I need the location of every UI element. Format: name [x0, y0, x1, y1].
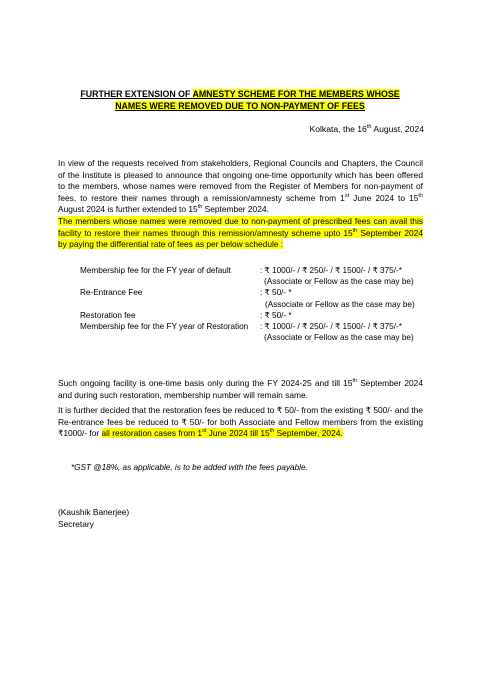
fee-label-default: Membership fee for the FY year of default [80, 266, 231, 275]
dateline-sup: th [366, 124, 372, 131]
para4-hl-a: all restoration cases from 1 [101, 428, 203, 439]
title-highlight-line2: NAMES WERE REMOVED DUE TO NON-PAYMENT OF FEES [115, 101, 365, 112]
para3-text-a: Such ongoing facility is one-time basis only during the FY 2024-25 and till 15 [58, 378, 353, 388]
dateline [310, 124, 425, 136]
para1-sup1: st [344, 192, 350, 199]
fee-row-default [80, 265, 430, 276]
title-highlight-line1: AMNESTY SCHEME FOR THE MEMBERS WHOSE [192, 89, 400, 99]
para1-text-b: June 2024 to 15 [349, 192, 419, 203]
para1-text-d: September 2024. [202, 204, 269, 215]
para2-text-b: September 2024 by paying the differential rate of fees as per below schedule : [58, 227, 423, 250]
fee-label-fy-restoration: Membership fee for the FY year of Restoration [80, 322, 249, 332]
fee-label-restoration: Restoration fee [80, 310, 136, 320]
signature-block [58, 507, 129, 530]
fee-value-fy-restoration: : ₹ 1000/- / ₹ 250/- / ₹ 1500/- / ₹ 375/-* [260, 322, 402, 332]
para3-sup1: th [352, 378, 358, 385]
para1-sup2: th [418, 192, 424, 199]
para4-text-a: It is further decided that the restoration fees be reduced to ₹ 50/- from the existing ₹ 500/- and the Re-entrance fees be reduced to ₹ 50/- for both Associate and Fellow members from the existing ₹1000/- for [58, 405, 423, 439]
fee-schedule [80, 265, 430, 343]
fee-reduction-paragraph [58, 405, 423, 440]
fee-row-reentrance [80, 287, 430, 298]
para1-text-c: August 2024 is further extended to 15 [58, 204, 198, 215]
highlighted-eligibility-paragraph [58, 216, 423, 251]
facility-paragraph [58, 378, 423, 401]
para1-sup3: th [197, 204, 203, 211]
fee-note-fy-restoration: (Associate or Fellow as the case may be) [264, 333, 414, 343]
title-plain: FURTHER EXTENSION OF [80, 89, 193, 99]
para1-text-a: In view of the requests received from stakeholders, Regional Councils and Chapters, the Council of the Institute is pleased to announce that ongoing one-time opportunity which has been offered to the members, whose names were removed from the Register of Members for non-payment of fees, to restore their names through a remission/amnesty scheme from 1 [58, 158, 423, 203]
fee-row-fy-restoration [80, 321, 430, 332]
dateline-prefix: Kolkata, the 16 [309, 124, 367, 134]
para4-hl-sup2: th [269, 428, 275, 435]
notice-title [56, 88, 424, 112]
fee-note-reentrance: (Associate or Fellow as the case may be) [265, 299, 415, 309]
fee-label-reentrance: Re-Entrance Fee [80, 288, 143, 298]
intro-paragraph [58, 158, 423, 216]
para3-text-b: September 2024 and during such restoration, membership number will remain same. [58, 378, 423, 400]
para2-sup1: th [352, 227, 358, 234]
fee-row-restoration [80, 310, 430, 321]
fee-value-reentrance: : ₹ 50/- * [260, 288, 292, 298]
fee-value-restoration: : ₹ 50/- * [260, 310, 292, 320]
signatory-name: (Kaushik Banerjee) [58, 507, 130, 517]
fee-value-default: : ₹ 1000/- / ₹ 250/- / ₹ 1500/- / ₹ 375/-* [260, 266, 402, 275]
gst-footnote: *GST @18%, as applicable, is to be added with the fees payable. [71, 463, 308, 472]
para4-hl-b: June 2024 till 15 [206, 428, 270, 439]
para4-hl-c: September, 2024. [274, 428, 343, 439]
fee-note-default: (Associate or Fellow as the case may be) [264, 277, 414, 287]
para4-hl-sup1: st [202, 428, 207, 435]
dateline-suffix: August, 2024 [371, 124, 424, 134]
signatory-designation: Secretary [58, 518, 94, 529]
para2-text-a: The members whose names were removed due to non-payment of prescribed fees can avail this facility to restore their names through this remission/amnesty scheme upto 15 [58, 216, 423, 238]
